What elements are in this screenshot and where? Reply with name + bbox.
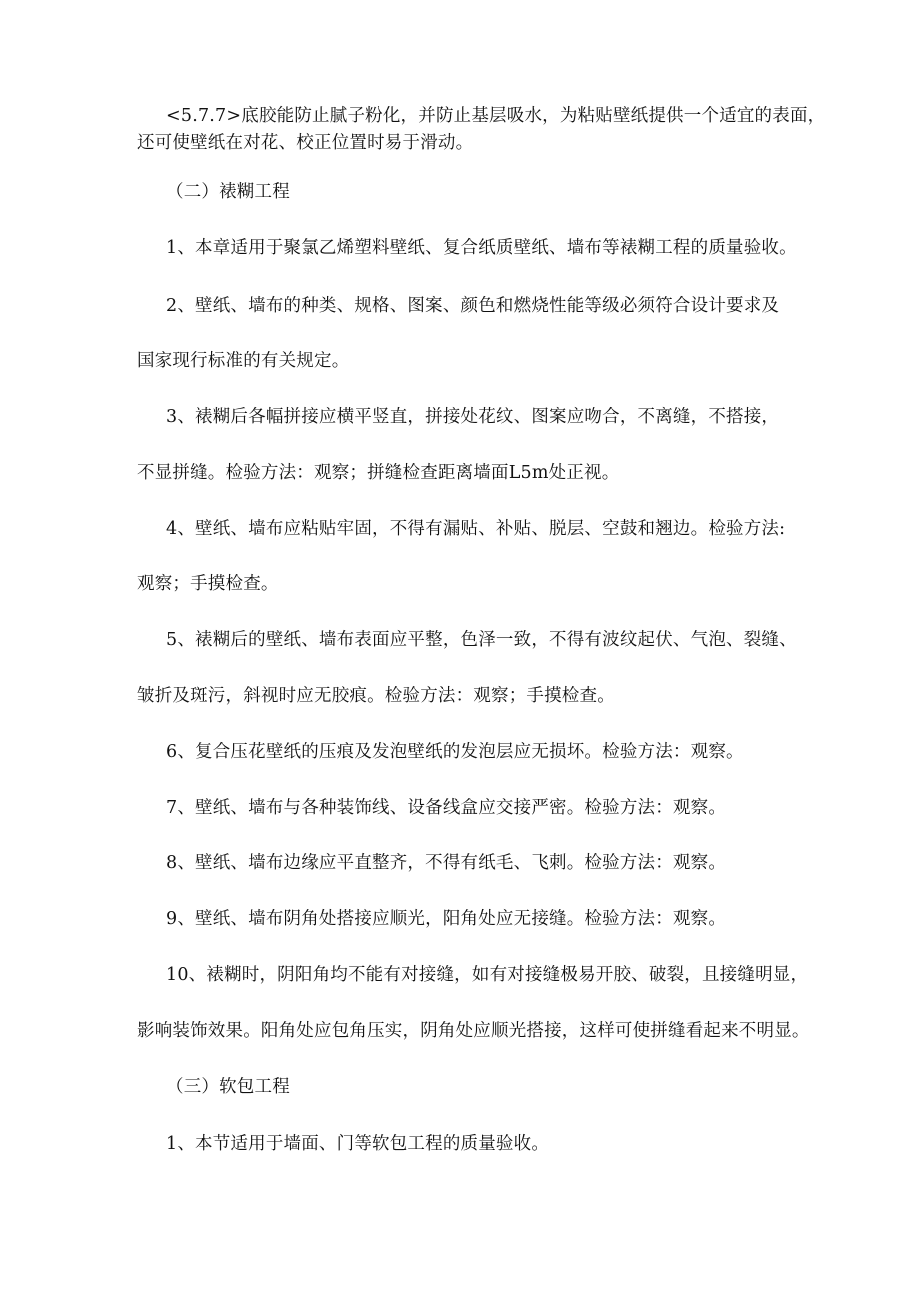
- paragraph-line: 9、壁纸、墙布阴角处搭接应顺光，阳角处应无接缝。检验方法：观察。: [166, 909, 727, 929]
- paragraph-line: <5.7.7>底胶能防止腻子粉化，并防止基层吸水，为粘贴壁纸提供一个适宜的表面，: [166, 106, 826, 126]
- paragraph-line: 不显拼缝。检验方法：观察；拼缝检查距离墙面L5m处正视。: [137, 463, 620, 483]
- paragraph-line: 6、复合压花壁纸的压痕及发泡壁纸的发泡层应无损坏。检验方法：观察。: [166, 742, 744, 762]
- paragraph-line: 影响装饰效果。阳角处应包角压实，阴角处应顺光搭接，这样可使拼缝看起来不明显。: [137, 1021, 810, 1041]
- paragraph-line: 3、裱糊后各幅拼接应横平竖直，拼接处花纹、图案应吻合，不离缝，不搭接，: [166, 407, 780, 427]
- paragraph-line: 1、本章适用于聚氯乙烯塑料壁纸、复合纸质壁纸、墙布等裱糊工程的质量验收。: [166, 238, 797, 258]
- paragraph-line: 还可使壁纸在对花、校正位置时易于滑动。: [137, 133, 474, 153]
- paragraph-line: 4、壁纸、墙布应粘贴牢固，不得有漏贴、补贴、脱层、空鼓和翘边。检验方法:: [166, 519, 786, 539]
- paragraph-line: 10、裱糊时，阴阳角均不能有对接缝，如有对接缝极易开胶、破裂，且接缝明显，: [166, 965, 809, 985]
- section-heading: （三）软包工程: [166, 1077, 290, 1097]
- paragraph-line: 5、裱糊后的壁纸、墙布表面应平整，色泽一致，不得有波纹起伏、气泡、裂缝、: [166, 630, 797, 650]
- paragraph-line: 国家现行标准的有关规定。: [137, 351, 350, 371]
- paragraph-line: 皱折及斑污，斜视时应无胶痕。检验方法：观察；手摸检查。: [137, 686, 615, 706]
- paragraph-line: 1、本节适用于墙面、门等软包工程的质量验收。: [166, 1134, 550, 1154]
- paragraph-line: 8、壁纸、墙布边缘应平直整齐，不得有纸毛、飞刺。检验方法：观察。: [166, 853, 727, 873]
- paragraph-line: 2、壁纸、墙布的种类、规格、图案、颜色和燃烧性能等级必须符合设计要求及: [166, 296, 780, 316]
- paragraph-line: 7、壁纸、墙布与各种装饰线、设备线盒应交接严密。检验方法：观察。: [166, 798, 727, 818]
- paragraph-line: 观察；手摸检查。: [137, 574, 279, 594]
- section-heading: （二）裱糊工程: [166, 182, 290, 202]
